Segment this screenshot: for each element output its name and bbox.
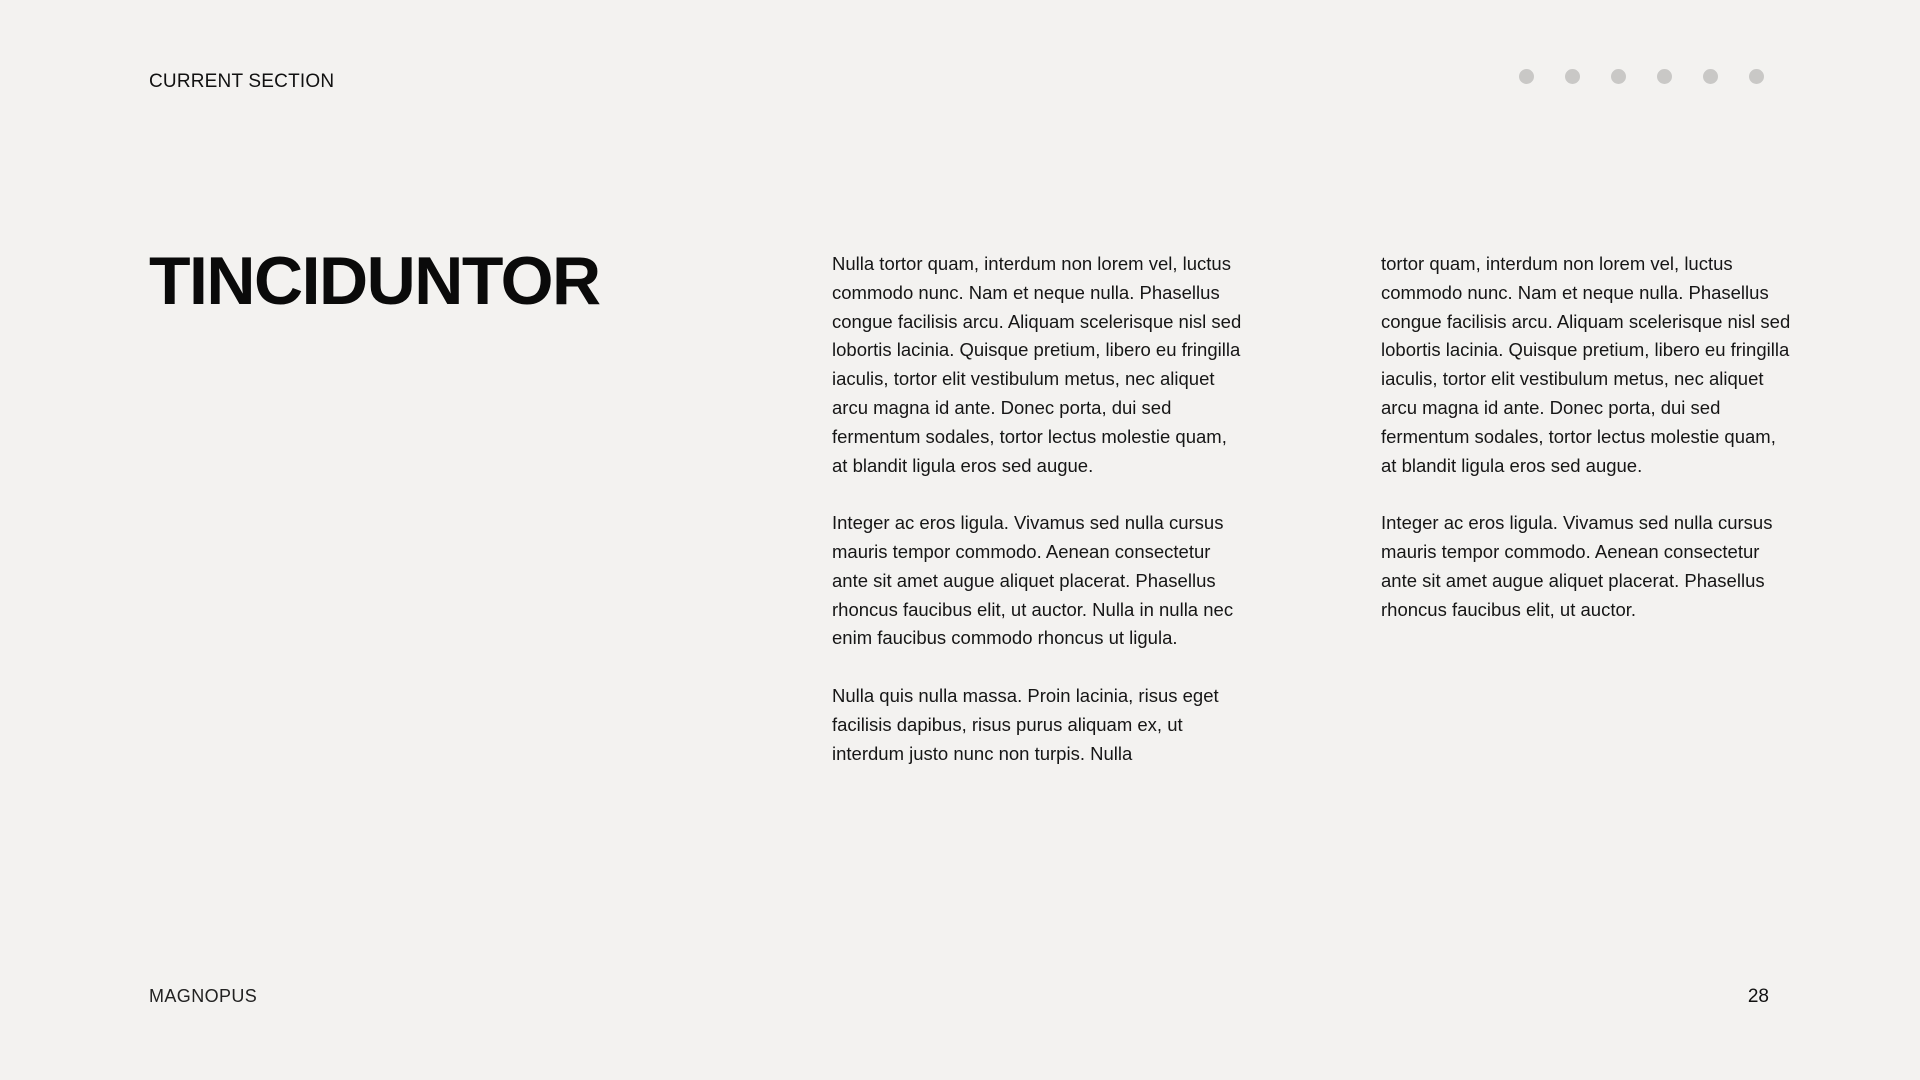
paragraph: tortor quam, interdum non lorem vel, luctus commodo nunc. Nam et neque nulla. Phasellus congue facilisis arcu. Aliquam scelerisque nisl sed lobortis lacinia. Quisque pretium, libero eu fringilla iaculis, tortor elit vestibulum metus, nec aliquet arcu magna id ante. Donec porta, dui sed fermentum sodales, tortor lectus molestie quam, at blandit ligula eros sed augue. bbox=[1381, 253, 1791, 476]
text-column-1 bbox=[832, 250, 1242, 797]
pager-dot[interactable] bbox=[1703, 69, 1718, 84]
page-title: TINCIDUNTOR bbox=[149, 243, 600, 319]
pager-dot[interactable] bbox=[1657, 69, 1672, 84]
paragraph: Integer ac eros ligula. Vivamus sed nulla cursus mauris tempor commodo. Aenean consectetur ante sit amet augue aliquet placerat. Phasellus rhoncus faucibus elit, ut auctor. bbox=[1381, 512, 1773, 620]
section-label: CURRENT SECTION bbox=[149, 71, 335, 92]
pager-dot[interactable] bbox=[1519, 69, 1534, 84]
pager-dot[interactable] bbox=[1749, 69, 1764, 84]
paragraph: Nulla quis nulla massa. Proin lacinia, risus eget facilisis dapibus, risus purus aliquam ex, ut interdum justo nunc non turpis. Nulla bbox=[832, 684, 1219, 764]
text-column-2 bbox=[1381, 250, 1791, 653]
page-number: 28 bbox=[1747, 986, 1769, 1007]
pager-dot[interactable] bbox=[1611, 69, 1626, 84]
pager-dot[interactable] bbox=[1565, 69, 1580, 84]
paragraph: Integer ac eros ligula. Vivamus sed nulla cursus mauris tempor commodo. Aenean consectetur ante sit amet augue aliquet placerat. Phasellus rhoncus faucibus elit, ut auctor. Nulla in nulla nec enim faucibus commodo rhoncus ut ligula. bbox=[832, 512, 1234, 649]
paragraph: Nulla tortor quam, interdum non lorem vel, luctus commodo nunc. Nam et neque nulla. Phasellus congue facilisis arcu. Aliquam scelerisque nisl sed lobortis lacinia. Quisque pretium, libero eu fringilla iaculis, tortor elit vestibulum metus, nec aliquet arcu magna id ante. Donec porta, dui sed fermentum sodales, tortor lectus molestie quam, at blandit ligula eros sed augue. bbox=[832, 253, 1242, 476]
slide-pager bbox=[1519, 69, 1764, 84]
brand-logo: MAGNOPUS bbox=[149, 986, 258, 1006]
